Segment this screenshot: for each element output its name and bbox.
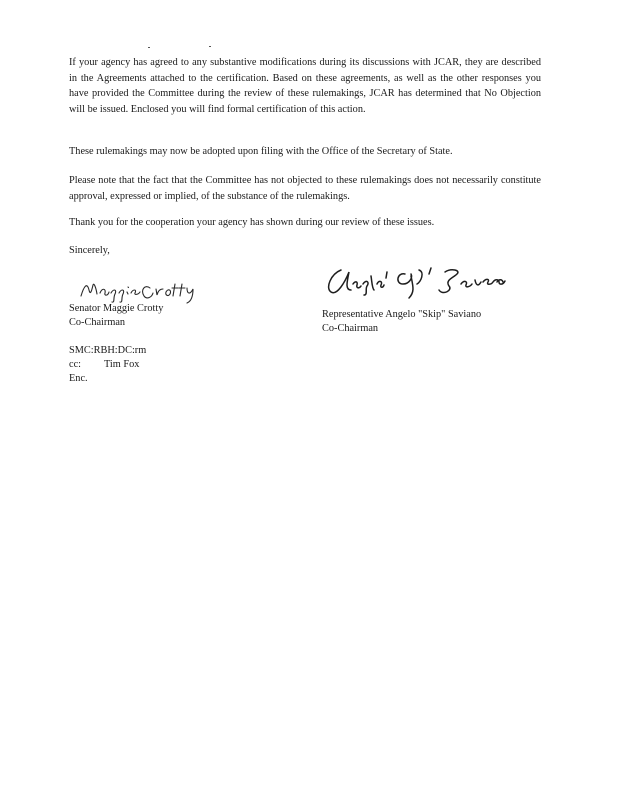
signatory-title-saviano: Co-Chairman <box>322 323 379 334</box>
paragraph-note: Please note that the fact that the Committee has not objected to these rulemakings does not necessarily constitute approval, expressed or implied, of the substance of the rulemakings. <box>69 175 541 202</box>
scan-speck <box>209 46 211 47</box>
paragraph-modifications: If your agency has agreed to any substantive modifications during its discussions with JCAR, they are described in the Agreements attached to the certification. Based on these agreements, as well as the other responses you have provided the Committee during the review of these rulemakings, JCAR has determined that No Objection will be issued. Enclosed you will find formal certification of this action. <box>69 57 541 115</box>
enclosure-note: Enc. <box>69 373 88 384</box>
signature-maggie-crotty <box>78 276 218 304</box>
scan-speck <box>148 47 150 48</box>
signatory-title-crotty: Co-Chairman <box>69 317 126 328</box>
paragraph-adoption: These rulemakings may now be adopted upon filing with the Office of the Secretary of State. <box>69 146 453 157</box>
cc-label: cc: <box>69 359 82 370</box>
closing: Sincerely, <box>69 245 110 256</box>
signatory-name-crotty: Senator Maggie Crotty <box>69 303 164 314</box>
paragraph-thanks: Thank you for the cooperation your agency has shown during our review of these issues. <box>69 217 435 228</box>
cc-name: Tim Fox <box>104 359 140 370</box>
signature-angelo-saviano <box>321 262 521 302</box>
reference-initials: SMC:RBH:DC:rm <box>69 345 147 356</box>
signatory-name-saviano: Representative Angelo "Skip" Saviano <box>322 309 482 320</box>
